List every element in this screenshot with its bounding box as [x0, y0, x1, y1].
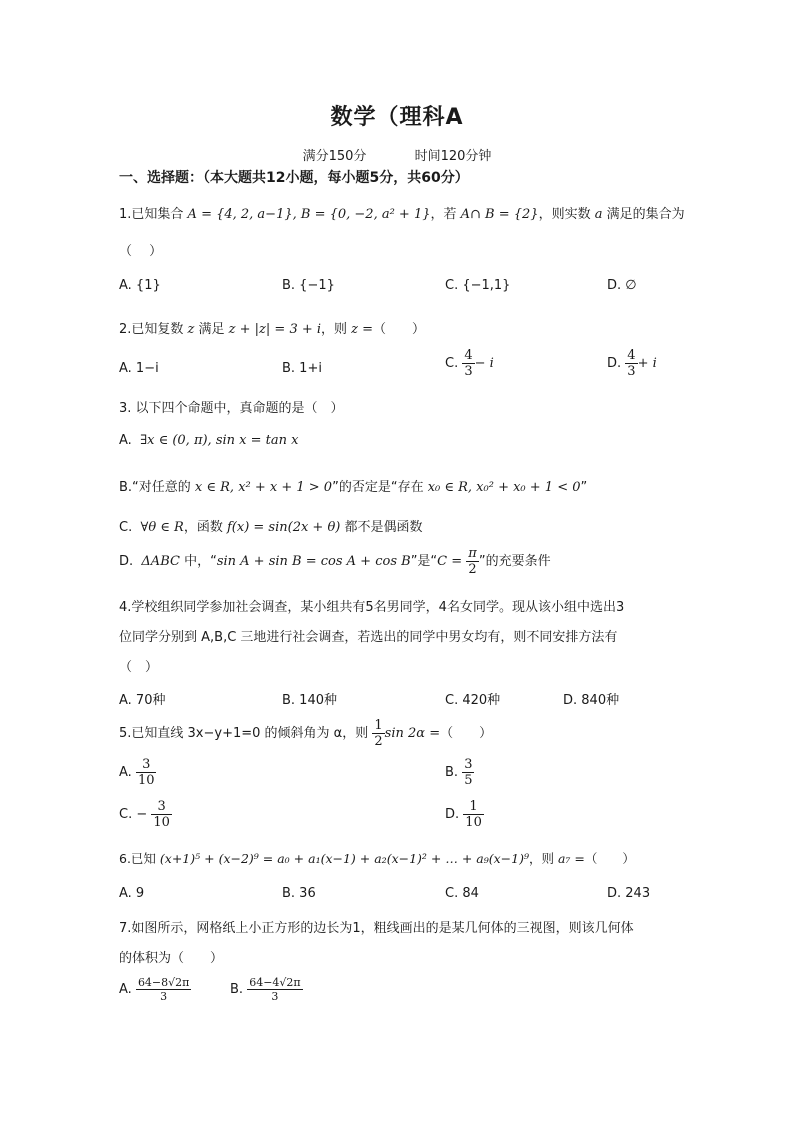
full-score: 满分150分 — [302, 149, 367, 164]
q2-option-c-fraction: $\frac{4}{3}$ — [464, 348, 473, 379]
q5-option-a: A. $\frac{3}{10}$ — [119, 757, 155, 788]
q5-a-fraction: $\frac{3}{10}$ — [137, 757, 155, 788]
q7-option-b: B. $\frac{64-4√2\pi}{3}$ — [230, 976, 301, 1003]
q3-option-c: C. ∀θ ∈ R，函数 f(x) = sin(2x + θ) 都不是偶函数 — [119, 520, 423, 535]
q6-option-d: D. 243 — [607, 886, 651, 901]
exam-time: 时间120分钟 — [414, 149, 492, 164]
q2-option-b: B. 1+i — [282, 361, 322, 376]
question-3-stem: 3. 以下四个命题中，真命题的是（ ） — [119, 401, 344, 416]
q3-option-d: D. ΔABC 中，“sin A + sin B = cos A + cos B”是“C = $\frac{\pi}{2}$ ”的充要条件 — [119, 546, 551, 577]
question-4-paren: （ ） — [119, 660, 159, 675]
q1-option-a: A. {1} — [119, 278, 161, 293]
section-heading: 一、选择题：（本大题共12小题，每小题5分，共60分） — [119, 170, 469, 186]
question-1-stem: 1.已知集合 A = {4, 2, a−1}, B = {0, −2, a² + 1}，若 A∩ B = {2}，则实数 a 满足的集合为 — [119, 207, 685, 222]
q5-option-b: B. $\frac{3}{5}$ — [445, 757, 473, 788]
q6-option-c: C. 84 — [445, 886, 479, 901]
question-6-stem: 6.已知 (x+1)⁵ + (x−2)⁹ = a₀ + a₁(x−1) + a₂(x−1)² + … + a₉(x−1)⁹，则 a₇ =（ ） — [119, 851, 635, 866]
q4-option-a: A. 70种 — [119, 693, 166, 708]
q4-option-c: C. 420种 — [445, 693, 501, 708]
q1-option-b: B. {−1} — [282, 278, 335, 293]
question-1-paren: （ ） — [119, 244, 163, 259]
q2-option-c: C. $\frac{4}{3}$ − i — [445, 348, 494, 379]
q5-stem-fraction: $\frac{1}{2}$ — [374, 718, 383, 749]
q6-option-a: A. 9 — [119, 886, 145, 901]
page-title: 数学（理科A — [330, 105, 464, 130]
q2-option-d: D. $\frac{4}{3}$ + i — [607, 348, 657, 379]
question-2-stem: 2.已知复数 z 满足 z + |z| = 3 + i，则 z =（ ） — [119, 322, 426, 337]
q1-option-c: C. {−1,1} — [445, 278, 511, 293]
q5-c-fraction: $\frac{3}{10}$ — [153, 799, 170, 830]
q5-option-d: D. $\frac{1}{10}$ — [445, 799, 482, 830]
q4-option-b: B. 140种 — [282, 693, 337, 708]
q5-option-c: C. − $\frac{3}{10}$ — [119, 799, 170, 830]
question-7-line-1: 7.如图所示，网格纸上小正方形的边长为1，粗线画出的是某几何体的三视图，则该几何体 — [119, 921, 634, 936]
q5-d-fraction: $\frac{1}{10}$ — [465, 799, 482, 830]
q3-d-fraction: $\frac{\pi}{2}$ — [468, 546, 477, 577]
q3-option-b: B.“对任意的 x ∈ R, x² + x + 1 > 0”的否定是“存在 x₀ ∈ R, x₀² + x₀ + 1 < 0” — [119, 480, 588, 495]
q6-option-b: B. 36 — [282, 886, 316, 901]
q2-option-a: A. 1−i — [119, 361, 159, 376]
question-4-line-1: 4.学校组织同学参加社会调查，某小组共有5名男同学，4名女同学。现从该小组中选出3 — [119, 600, 625, 615]
q7-option-a: A. $\frac{64-8√2\pi}{3}$ — [119, 976, 190, 1003]
exam-info — [0, 145, 794, 164]
question-5-stem: 5.已知直线 3x−y+1=0 的倾斜角为 α，则 $\frac{1}{2}$ sin 2α =（ ） — [119, 718, 493, 749]
q5-b-fraction: $\frac{3}{5}$ — [464, 757, 473, 788]
q7-b-fraction: $\frac{64-4√2\pi}{3}$ — [249, 976, 301, 1003]
q7-a-fraction: $\frac{64-8√2\pi}{3}$ — [137, 976, 190, 1003]
q2-option-d-fraction: $\frac{4}{3}$ — [627, 348, 636, 379]
question-4-line-2: 位同学分别到 A,B,C 三地进行社会调查，若选出的同学中男女均有，则不同安排方法有 — [119, 630, 618, 645]
q1-option-d: D. ∅ — [607, 278, 637, 293]
question-7-line-2: 的体积为（ ） — [119, 951, 224, 966]
q3-option-a: A. ∃x ∈ (0, π), sin x = tan x — [119, 433, 299, 448]
q4-option-d: D. 840种 — [563, 693, 620, 708]
